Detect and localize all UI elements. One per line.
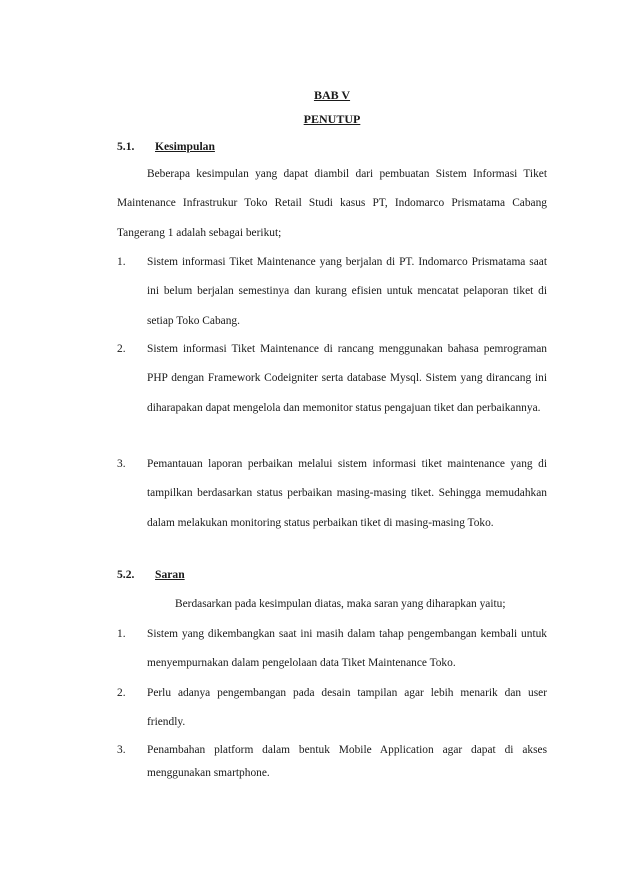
list-marker: 1. [117, 628, 126, 640]
kesimpulan-list [117, 248, 547, 538]
section-title: Saran [155, 568, 185, 581]
section-heading-saran [117, 568, 185, 581]
section-number: 5.1. [117, 140, 135, 153]
list-marker: 3. [117, 458, 126, 470]
list-item [117, 736, 547, 785]
saran-list [117, 620, 547, 785]
list-marker: 3. [117, 744, 126, 756]
list-marker: 2. [117, 343, 126, 355]
saran-intro: Berdasarkan pada kesimpulan diatas, maka saran yang diharapkan yaitu; [175, 598, 506, 610]
list-item-text: Perlu adanya pengembangan pada desain tampilan agar lebih menarik dan user friendly. [147, 687, 547, 729]
list-item-text: Pemantauan laporan perbaikan melalui sistem informasi tiket maintenance yang di tampilkan berdasarkan status perbaikan masing-masing tiket. Sehingga memudahkan dalam melakukan monitoring status perbaikan tiket di masing-masing Toko. [147, 458, 547, 529]
chapter-number: BAB V [313, 88, 351, 102]
list-item [117, 248, 547, 335]
chapter-title: PENUTUP [303, 112, 361, 126]
list-marker: 2. [117, 687, 126, 699]
section-title: Kesimpulan [155, 140, 215, 153]
section-number: 5.2. [117, 568, 135, 581]
list-item-text: Sistem yang dikembangkan saat ini masih dalam tahap pengembangan kembali untuk menyempurnakan dalam pengelolaan data Tiket Maintenance Toko. [147, 628, 547, 670]
list-item-text: Sistem informasi Tiket Maintenance di rancang menggunakan bahasa pemrograman PHP dengan Framework Codeigniter serta database Mysql. Sistem yang dirancang ini diharapakan dapat mengelola dan memonitor status pengajuan tiket dan perbaikannya. [147, 343, 547, 414]
list-item-text: Sistem informasi Tiket Maintenance yang berjalan di PT. Indomarco Prismatama saat ini belum berjalan semestinya dan kurang efisien untuk mencatat pelaporan tiket di setiap Toko Cabang. [147, 256, 547, 327]
list-item [117, 335, 547, 450]
list-item [117, 620, 547, 679]
list-item [117, 679, 547, 736]
section-heading-kesimpulan [117, 140, 215, 153]
list-item-text: Penambahan platform dalam bentuk Mobile Application agar dapat di akses menggunakan smartphone. [147, 744, 547, 779]
list-item [117, 450, 547, 538]
kesimpulan-intro: Beberapa kesimpulan yang dapat diambil dari pembuatan Sistem Informasi Tiket Maintenance Infrastrukur Toko Retail Studi kasus PT, Indomarco Prismatama Cabang Tangerang 1 adalah sebagai berikut; [117, 168, 547, 239]
list-marker: 1. [117, 256, 126, 268]
